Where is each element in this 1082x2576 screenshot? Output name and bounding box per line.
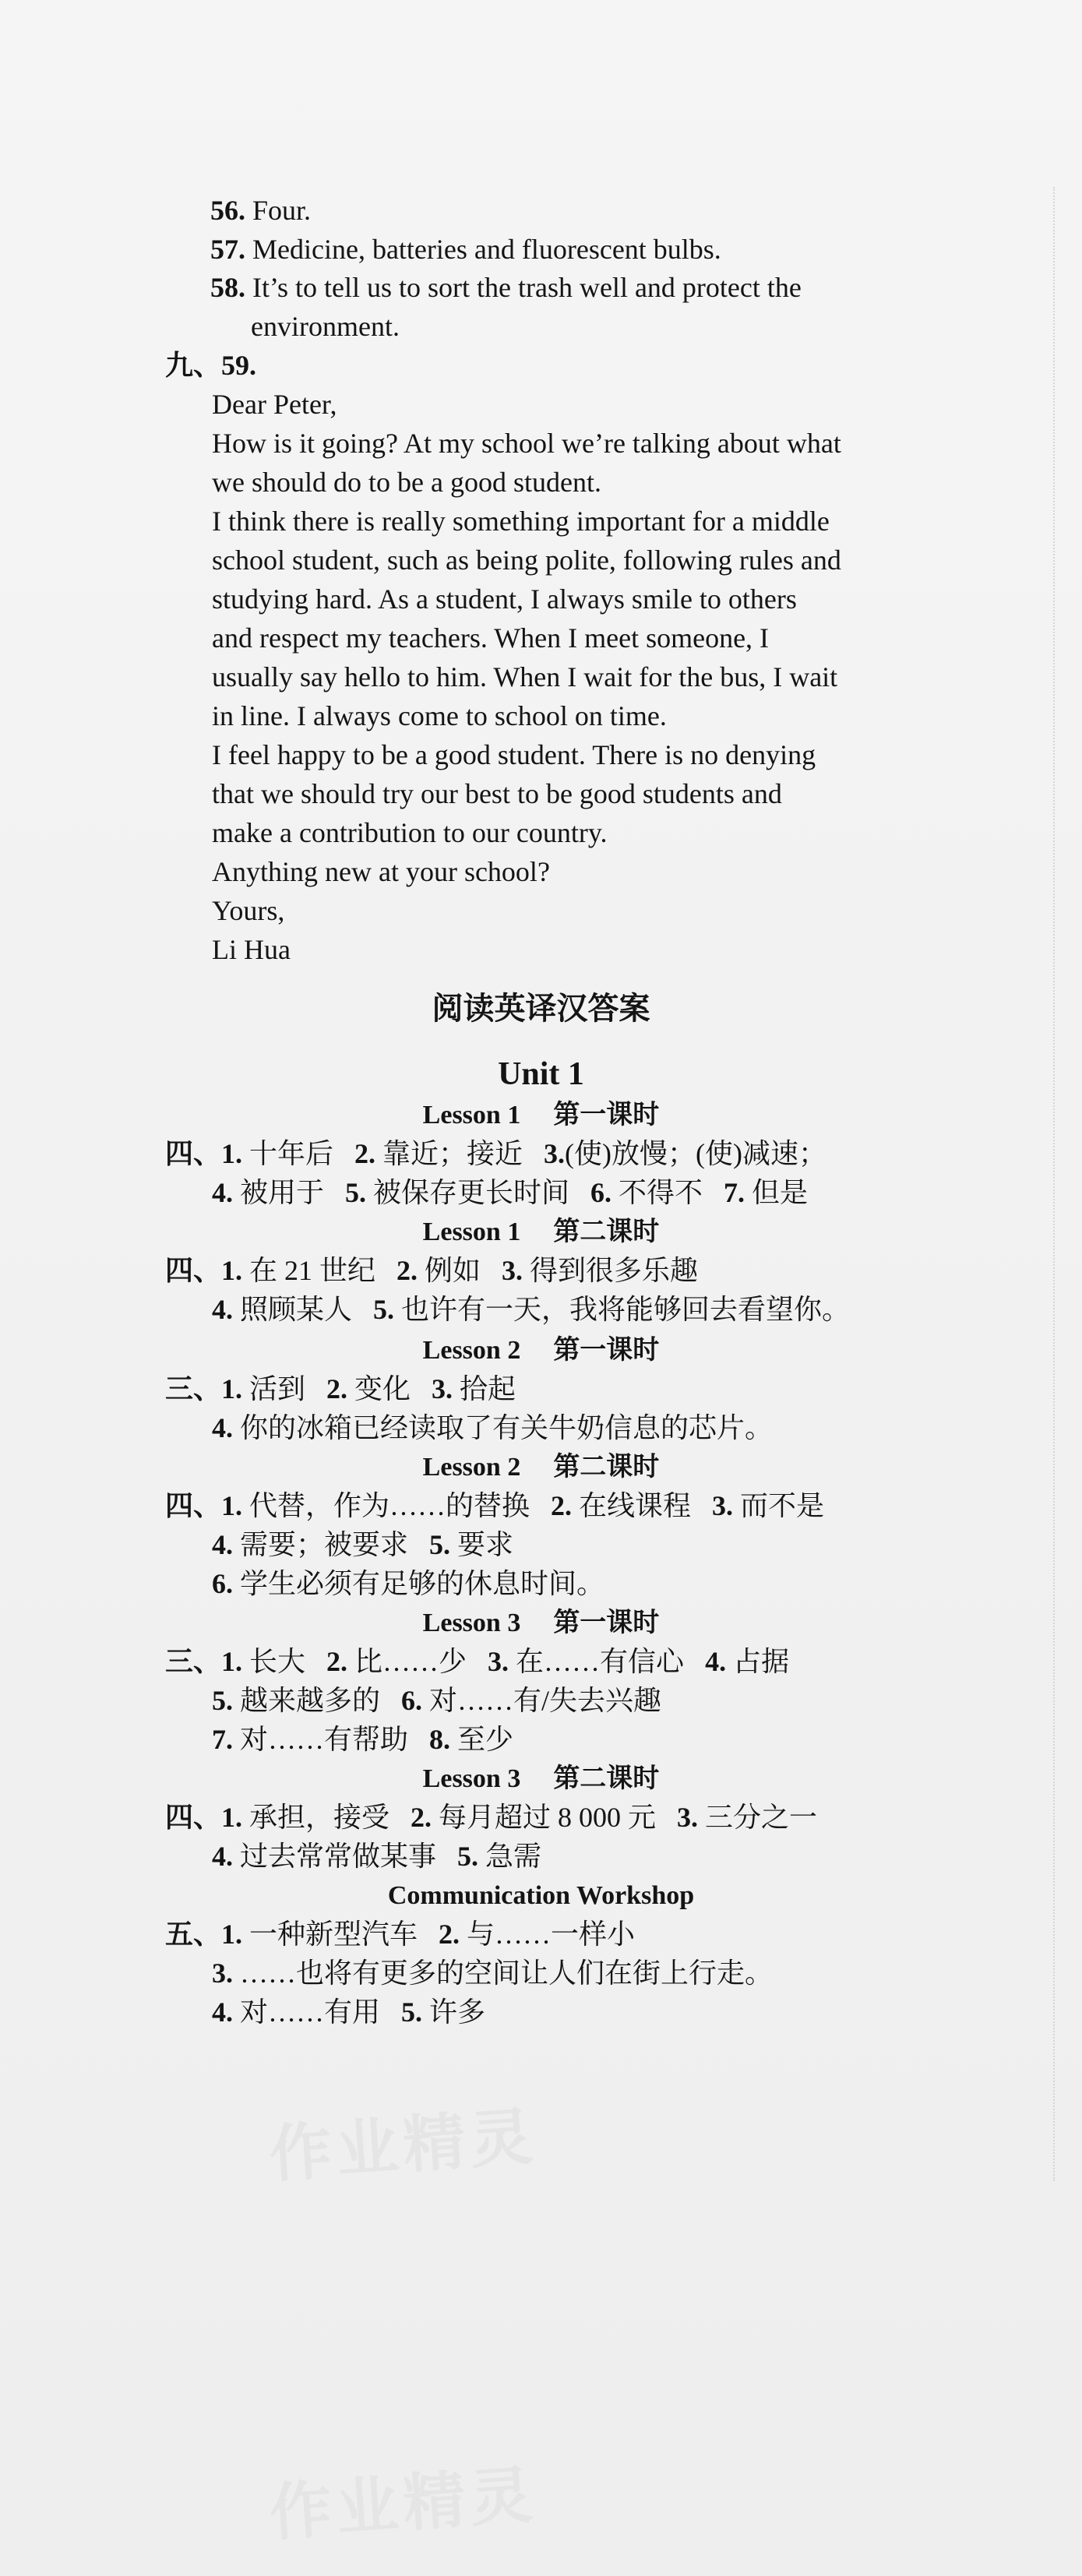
letter-line: Anything new at your school? bbox=[212, 856, 550, 887]
item-text: 长大 bbox=[249, 1646, 306, 1677]
lesson-name: Lesson 2 bbox=[422, 1336, 521, 1365]
watermark: 作业精灵 bbox=[266, 2458, 540, 2550]
letter-line: usually say hello to him. When I wait for the bus, I wait bbox=[212, 661, 838, 692]
item-text: 至少 bbox=[457, 1724, 514, 1755]
lesson-period: 第二课时 bbox=[553, 1453, 660, 1482]
lesson-heading: Communication Workshop bbox=[387, 1881, 695, 1910]
lesson-heading bbox=[0, 1606, 1082, 1640]
answer-row bbox=[212, 1683, 661, 1718]
unit-title: Unit 1 bbox=[498, 1056, 584, 1092]
item-text: 不得不 bbox=[619, 1177, 703, 1208]
item-number: 5. bbox=[401, 1996, 423, 2028]
answer-row bbox=[165, 1644, 789, 1679]
answer-row bbox=[165, 1136, 826, 1172]
item-number: 1. bbox=[221, 1802, 243, 1833]
item-number: 2. bbox=[326, 1646, 348, 1677]
item-number: 1. bbox=[221, 1255, 243, 1286]
item-text: 占据 bbox=[733, 1646, 790, 1677]
item-text: 十年后 bbox=[249, 1138, 334, 1169]
item-number: 1. bbox=[221, 1373, 243, 1404]
item-text: 照顾某人 bbox=[240, 1294, 353, 1325]
item-text: 一种新型汽车 bbox=[249, 1919, 418, 1950]
answer-text: Medicine, batteries and fluorescent bulbs. bbox=[252, 234, 721, 265]
answer-row bbox=[212, 1410, 773, 1446]
lesson-period: 第一课时 bbox=[553, 1609, 660, 1637]
answer-58-continued bbox=[251, 308, 400, 344]
item-text: 每月超过 8 000 元 bbox=[439, 1802, 657, 1833]
item-text: 需要；被要求 bbox=[240, 1529, 409, 1560]
answer-row bbox=[165, 1916, 635, 1952]
answer-row bbox=[165, 1799, 817, 1835]
item-text: 对……有用 bbox=[240, 1996, 381, 2028]
item-number: 7. bbox=[724, 1177, 745, 1208]
item-number: 4. bbox=[212, 1841, 233, 1872]
letter-line: make a contribution to our country. bbox=[212, 817, 608, 848]
item-number: 4. bbox=[212, 1996, 233, 2028]
answer-text: environment. bbox=[251, 311, 400, 342]
lesson-name: Lesson 2 bbox=[422, 1453, 521, 1482]
item-number: 6. bbox=[590, 1177, 612, 1208]
item-number: 5. bbox=[429, 1529, 451, 1560]
letter-line: in line. I always come to school on time. bbox=[212, 700, 667, 731]
lesson-heading bbox=[0, 1762, 1082, 1796]
answer-text: Four. bbox=[252, 195, 312, 226]
lesson-heading bbox=[0, 1334, 1082, 1368]
section-number: 四、 bbox=[165, 1802, 222, 1833]
item-text: 被用于 bbox=[240, 1177, 325, 1208]
lesson-heading bbox=[0, 1098, 1082, 1133]
answer-row bbox=[212, 1527, 513, 1563]
item-number: 4. bbox=[705, 1646, 727, 1677]
answer-row bbox=[165, 1488, 824, 1524]
letter-line: that we should try our best to be good students and bbox=[212, 778, 782, 809]
item-text: 学生必须有足够的休息时间。 bbox=[240, 1568, 605, 1599]
item-text: 而不是 bbox=[740, 1490, 825, 1521]
item-number: 3. bbox=[712, 1490, 734, 1521]
item-number: 3. bbox=[677, 1802, 699, 1833]
item-text: 拾起 bbox=[460, 1373, 516, 1404]
item-number: 1. bbox=[221, 1490, 243, 1521]
item-number: 3. bbox=[212, 1958, 233, 1989]
item-text: 对……有帮助 bbox=[240, 1724, 409, 1755]
item-number: 1. bbox=[221, 1138, 243, 1169]
item-text: 与……一样小 bbox=[467, 1919, 636, 1950]
lesson-period: 第一课时 bbox=[553, 1336, 660, 1365]
item-text: 变化 bbox=[354, 1373, 411, 1404]
item-text: 过去常常做某事 bbox=[240, 1841, 437, 1872]
item-number: 3. bbox=[544, 1138, 566, 1169]
item-number: 3. bbox=[432, 1373, 453, 1404]
answer-56 bbox=[210, 192, 311, 228]
letter-closing: Yours, bbox=[212, 895, 285, 926]
answer-row bbox=[165, 1253, 698, 1288]
item-number: 6. bbox=[212, 1568, 233, 1599]
item-text: (使)放慢；(使)减速； bbox=[565, 1138, 827, 1169]
item-number: 2. bbox=[439, 1919, 460, 1950]
letter-line: we should do to be a good student. bbox=[212, 467, 601, 498]
section-number: 三、 bbox=[165, 1373, 222, 1404]
answer-row bbox=[212, 1721, 513, 1757]
lesson-name: Lesson 3 bbox=[422, 1609, 521, 1637]
item-text: 三分之一 bbox=[705, 1802, 818, 1833]
answer-number: 58. bbox=[210, 272, 245, 303]
item-number: 2. bbox=[551, 1490, 573, 1521]
item-text: ……也将有更多的空间让人们在街上行走。 bbox=[240, 1958, 774, 1989]
item-number: 3. bbox=[502, 1255, 523, 1286]
item-number: 5. bbox=[212, 1685, 233, 1716]
answer-row bbox=[212, 1994, 485, 2030]
answer-number: 57. bbox=[210, 234, 245, 265]
item-number: 4. bbox=[212, 1177, 233, 1208]
watermark: 作业精灵 bbox=[266, 2100, 540, 2191]
item-text: 靠近；接近 bbox=[382, 1138, 523, 1169]
letter-line: I think there is really something important for a middle bbox=[212, 506, 830, 537]
lesson-name: Lesson 1 bbox=[422, 1101, 521, 1129]
item-text: 在线课程 bbox=[579, 1490, 692, 1521]
item-text: 承担，接受 bbox=[249, 1802, 390, 1833]
item-text: 越来越多的 bbox=[240, 1685, 381, 1716]
item-number: 2. bbox=[396, 1255, 418, 1286]
item-text: 急需 bbox=[485, 1841, 542, 1872]
lesson-period: 第二课时 bbox=[553, 1218, 660, 1246]
answer-number: 56. bbox=[210, 195, 245, 226]
item-text: 也许有一天，我将能够回去看望你。 bbox=[401, 1294, 851, 1325]
item-number: 2. bbox=[326, 1373, 348, 1404]
lesson-heading bbox=[0, 1450, 1082, 1485]
item-number: 5. bbox=[373, 1294, 395, 1325]
letter-line: studying hard. As a student, I always smile to others bbox=[212, 583, 797, 615]
lesson-name: Lesson 1 bbox=[422, 1218, 521, 1246]
item-text: 但是 bbox=[752, 1177, 809, 1208]
item-number: 4. bbox=[212, 1294, 233, 1325]
answer-row bbox=[165, 1371, 516, 1407]
item-text: 被保存更长时间 bbox=[373, 1177, 570, 1208]
letter-line: school student, such as being polite, following rules and bbox=[212, 544, 841, 576]
answer-row bbox=[212, 1175, 808, 1210]
item-number: 8. bbox=[429, 1724, 451, 1755]
letter-line: and respect my teachers. When I meet someone, I bbox=[212, 622, 770, 654]
item-number: 3. bbox=[488, 1646, 509, 1677]
answer-57 bbox=[210, 231, 721, 267]
item-number: 5. bbox=[457, 1841, 479, 1872]
item-text: 在 21 世纪 bbox=[249, 1255, 376, 1286]
item-text: 比……少 bbox=[354, 1646, 467, 1677]
item-number: 4. bbox=[212, 1412, 233, 1443]
item-number: 2. bbox=[354, 1138, 376, 1169]
item-text: 例如 bbox=[425, 1255, 481, 1286]
item-number: 6. bbox=[401, 1685, 423, 1716]
item-number: 5. bbox=[345, 1177, 367, 1208]
section-title: 阅读英译汉答案 bbox=[432, 991, 650, 1026]
section-number: 四、 bbox=[165, 1255, 222, 1286]
answer-row bbox=[212, 1566, 604, 1602]
letter-signature: Li Hua bbox=[212, 934, 291, 965]
section-number: 三、 bbox=[165, 1646, 222, 1677]
item-number: 4. bbox=[212, 1529, 233, 1560]
item-number: 1. bbox=[221, 1919, 243, 1950]
item-number: 2. bbox=[411, 1802, 432, 1833]
answer-row bbox=[212, 1838, 541, 1874]
item-text: 代替，作为……的替换 bbox=[249, 1490, 530, 1521]
answer-row bbox=[212, 1292, 850, 1327]
letter-line: I feel happy to be a good student. There is no denying bbox=[212, 739, 816, 770]
item-number: 1. bbox=[221, 1646, 243, 1677]
lesson-period: 第二课时 bbox=[553, 1764, 660, 1793]
answer-text: It’s to tell us to sort the trash well and protect the bbox=[252, 272, 802, 303]
section-number: 五、 bbox=[165, 1919, 222, 1950]
item-text: 活到 bbox=[249, 1373, 306, 1404]
section-number: 四、 bbox=[165, 1490, 222, 1521]
item-text: 许多 bbox=[429, 1996, 486, 2028]
letter-line: How is it going? At my school we’re talking about what bbox=[212, 428, 841, 459]
item-text: 对……有/失去兴趣 bbox=[429, 1685, 662, 1716]
item-number: 7. bbox=[212, 1724, 233, 1755]
item-text: 在……有信心 bbox=[516, 1646, 685, 1677]
section-number: 四、 bbox=[165, 1138, 222, 1169]
lesson-heading bbox=[0, 1215, 1082, 1249]
item-text: 要求 bbox=[457, 1529, 514, 1560]
answer-58 bbox=[210, 270, 802, 305]
answer-row bbox=[212, 1955, 773, 1991]
letter-greeting: Dear Peter, bbox=[212, 389, 337, 420]
lesson-period: 第一课时 bbox=[553, 1101, 660, 1129]
item-text: 你的冰箱已经读取了有关牛奶信息的芯片。 bbox=[240, 1412, 774, 1443]
section-label-59: 九、59. bbox=[165, 350, 257, 381]
item-text: 得到很多乐趣 bbox=[530, 1255, 699, 1286]
lesson-name: Lesson 3 bbox=[422, 1764, 521, 1793]
